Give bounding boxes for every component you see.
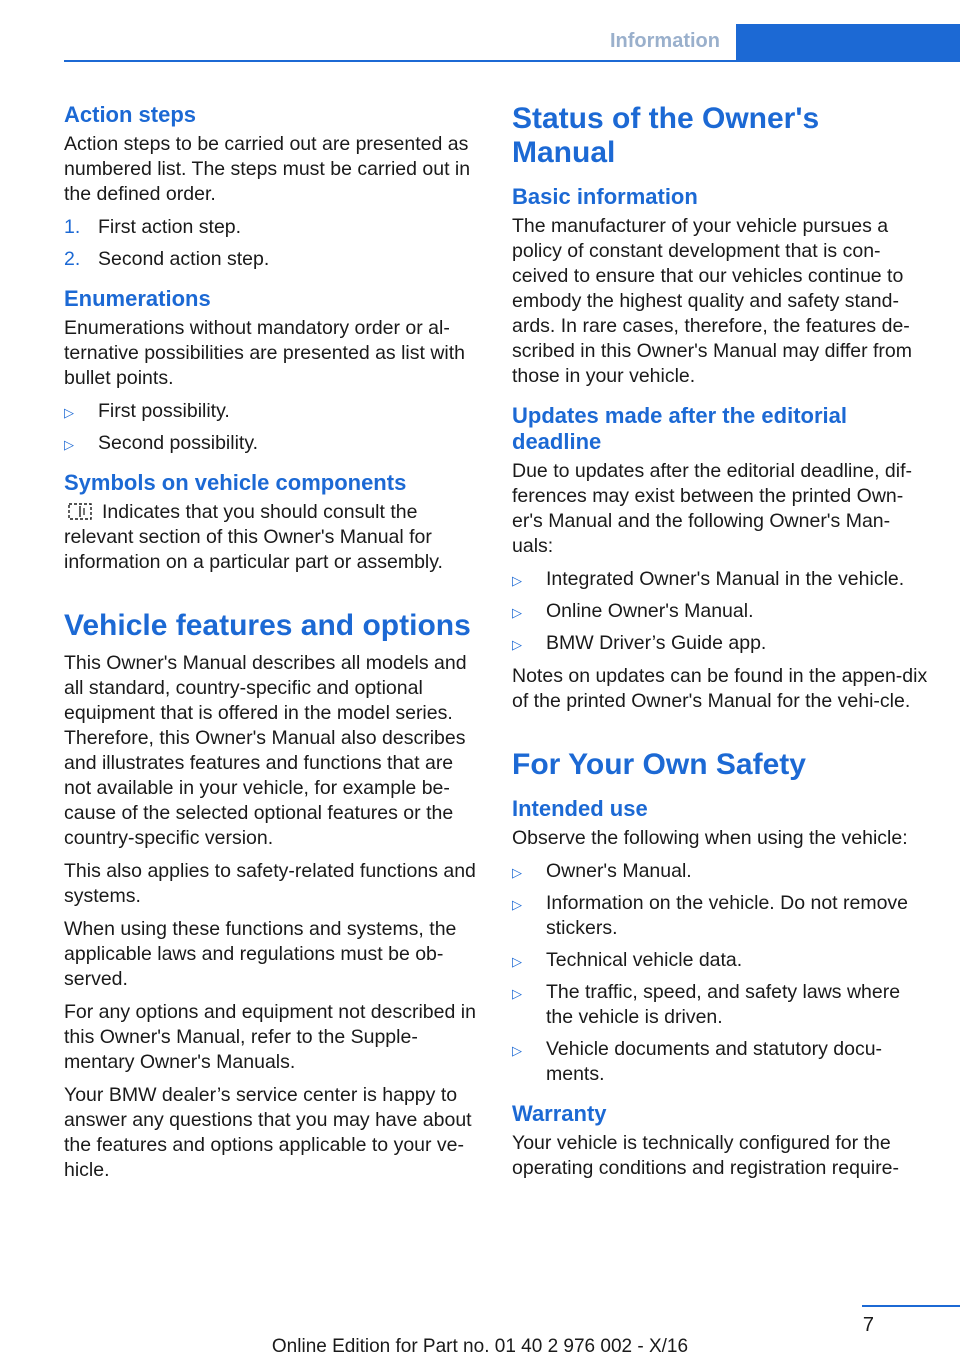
- list-item: [64, 431, 482, 456]
- features-paragraph: For any options and equipment not described in this Owner's Manual, refer to the Supple‐mentary Owner's Manuals.: [64, 1001, 476, 1073]
- notes-text: Notes on updates can be found in the appen‐dix of the printed Owner's Manual for the vehi‐cle.: [512, 665, 928, 712]
- enumerations-list: [64, 399, 482, 456]
- list-item: [512, 599, 930, 624]
- header-divider: [64, 60, 960, 62]
- bullet-text: Technical vehicle data.: [546, 949, 743, 971]
- list-item: [512, 891, 930, 941]
- features-heading: Vehicle features and options: [64, 609, 471, 642]
- list-item: [512, 859, 930, 884]
- step-number: 2.: [64, 248, 81, 270]
- bullet-text: Vehicle documents and statutory docu‐ments.: [546, 1038, 883, 1085]
- bullet-triangle-icon: ▷: [512, 954, 522, 969]
- action-steps-list: [64, 215, 482, 272]
- page-header: [64, 24, 960, 62]
- list-item: [512, 631, 930, 656]
- status-heading: Status of the Owner's Manual: [512, 102, 820, 169]
- bullet-triangle-icon: ▷: [512, 605, 522, 620]
- bullet-text: Second possibility.: [98, 432, 259, 454]
- list-item: [64, 215, 482, 240]
- warranty-text: Your vehicle is technically configured for the operating conditions and registration require‐: [512, 1132, 899, 1179]
- book-icon: [68, 503, 92, 520]
- action-steps-heading: Action steps: [64, 102, 197, 127]
- features-paragraph: This also applies to safety-related functions and systems.: [64, 860, 476, 907]
- intended-use-text: Observe the following when using the vehicle:: [512, 827, 908, 849]
- intended-use-list: [512, 859, 930, 1087]
- warranty-heading: Warranty: [512, 1101, 607, 1126]
- right-column: [512, 100, 930, 1189]
- left-column: [64, 100, 482, 1191]
- bullet-triangle-icon: ▷: [512, 1043, 522, 1058]
- list-item: [512, 567, 930, 592]
- bullet-triangle-icon: ▷: [512, 573, 522, 588]
- bullet-text: Online Owner's Manual.: [546, 600, 754, 622]
- step-text: First action step.: [98, 216, 242, 238]
- list-item: [512, 1037, 930, 1087]
- bullet-triangle-icon: ▷: [512, 865, 522, 880]
- bullet-triangle-icon: ▷: [64, 405, 74, 420]
- basic-info-text: The manufacturer of your vehicle pursues a policy of constant development that is con‐ceived to ensure that our vehicles continue to embody the highest quality and safety stand‐ards. In rare cases, therefore, the features de‐scribed in this Owner's Manual may differ from those in your vehicle.: [512, 215, 913, 387]
- header-accent-bar: [736, 24, 960, 62]
- bullet-triangle-icon: ▷: [64, 437, 74, 452]
- bullet-triangle-icon: ▷: [512, 897, 522, 912]
- section-title: Information: [610, 30, 720, 52]
- basic-info-heading: Basic information: [512, 184, 698, 209]
- bullet-triangle-icon: ▷: [512, 986, 522, 1001]
- symbols-heading: Symbols on vehicle components: [64, 470, 407, 495]
- features-paragraph: When using these functions and systems, the applicable laws and regulations must be ob‐served.: [64, 918, 457, 990]
- bullet-text: Owner's Manual.: [546, 860, 692, 882]
- action-steps-intro: Action steps to be carried out are presented as numbered list. The steps must be carried out in the defined order.: [64, 133, 471, 205]
- edition-text: Online Edition for Part no. 01 40 2 976 002 - X/16: [271, 1336, 689, 1357]
- bullet-text: Information on the vehicle. Do not remove stickers.: [546, 892, 909, 939]
- footer-divider: [862, 1305, 960, 1307]
- updates-heading: Updates made after the editorial deadline: [512, 403, 847, 454]
- list-item: [64, 247, 482, 272]
- step-text: Second action step.: [98, 248, 270, 270]
- safety-heading: For Your Own Safety: [512, 748, 806, 781]
- symbols-description: [64, 500, 482, 575]
- list-item: [512, 948, 930, 973]
- bullet-text: First possibility.: [98, 400, 230, 422]
- bullet-text: The traffic, speed, and safety laws where the vehicle is driven.: [546, 981, 901, 1028]
- bullet-text: Integrated Owner's Manual in the vehicle.: [546, 568, 905, 590]
- footer-edition: [0, 1336, 960, 1358]
- features-paragraph: Your BMW dealer’s service center is happy to answer any questions that you may have about the features and options applicable to your ve‐hicle.: [64, 1084, 472, 1181]
- updates-list: [512, 567, 930, 656]
- enumerations-intro: Enumerations without mandatory order or al‐ternative possibilities are presented as list with bullet points.: [64, 317, 466, 389]
- enumerations-heading: Enumerations: [64, 286, 211, 311]
- list-item: [512, 980, 930, 1030]
- step-number: 1.: [64, 216, 81, 238]
- bullet-text: BMW Driver’s Guide app.: [546, 632, 767, 654]
- bullet-triangle-icon: ▷: [512, 637, 522, 652]
- list-item: [64, 399, 482, 424]
- page-number: 7: [862, 1314, 874, 1336]
- intended-use-heading: Intended use: [512, 796, 648, 821]
- updates-text: Due to updates after the editorial deadline, dif‐ferences may exist between the printed Own‐er's Manual and the following Owner's Man‐uals:: [512, 460, 913, 557]
- symbols-text: Indicates that you should consult the relevant section of this Owner's Manual for information on a particular part or assembly.: [64, 501, 443, 573]
- features-paragraph: This Owner's Manual describes all models and all standard, country-specific and optional equipment that is offered in the model series. Therefore, this Owner's Manual also describes and illustrates features and functions that are not available in your vehicle, for example be‐cause of the selected optional features or the country-specific version.: [64, 652, 467, 849]
